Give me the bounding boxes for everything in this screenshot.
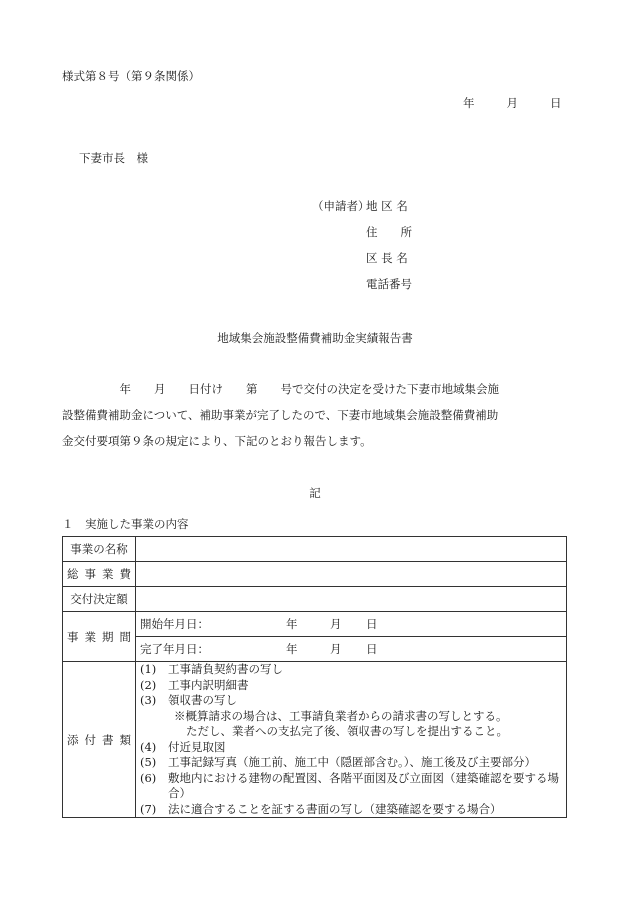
date-day: 日 <box>550 96 562 110</box>
attachment-item: (5) 工事記録写真（施工前、施工中（隠匿部含む。）、施工後及び主要部分） <box>140 755 536 769</box>
attachments-label: 添 付 書 類 <box>63 662 136 818</box>
attachment-item: (7) 法に適合することを証する書面の写し（建築確認を要する場合） <box>140 801 502 816</box>
applicant-field-district: 地 区 名 <box>366 199 408 213</box>
document-title: 地域集会施設整備費補助金実績報告書 <box>217 331 413 345</box>
date-year: 年 <box>463 96 475 110</box>
project-name-value[interactable] <box>136 537 567 562</box>
body-text <box>62 376 567 454</box>
applicant-field-phone: 電話番号 <box>366 277 412 291</box>
end-month: 月 <box>330 642 342 656</box>
total-cost-value[interactable] <box>136 562 567 587</box>
attachment-item: (6) 敷地内における建物の配置図、各階平面図及び立面図（建築確認を要する場合） <box>140 770 559 800</box>
attachments-list <box>136 662 567 818</box>
section-heading: １ 実施した事業の内容 <box>62 517 189 531</box>
attachment-note: ※概算請求の場合は、工事請負業者からの請求書の写しとする。 <box>174 708 508 723</box>
start-day: 日 <box>366 617 378 631</box>
attachment-item: (3) 領収書の写し <box>140 693 237 707</box>
form-number: 様式第８号（第９条関係） <box>62 69 200 83</box>
end-date-label: 完了年月日： <box>140 642 209 656</box>
period-label: 事 業 期 間 <box>63 612 136 662</box>
attachment-item: (4) 付近見取図 <box>140 739 226 754</box>
start-date-row[interactable] <box>136 612 567 637</box>
date-line <box>463 95 562 111</box>
project-name-label: 事業の名称 <box>63 537 136 562</box>
total-cost-label: 総 事 業 費 <box>63 562 136 587</box>
applicant-block <box>312 198 426 302</box>
applicant-field-address: 住 所 <box>366 225 412 239</box>
attachment-item: (1) 工事請負契約書の写し <box>140 662 283 676</box>
start-year: 年 <box>286 617 298 631</box>
grant-amount-label: 交付決定額 <box>63 587 136 612</box>
attachment-item: (2) 工事内訳明細書 <box>140 677 249 692</box>
date-month: 月 <box>506 96 518 110</box>
addressee: 下妻市長 様 <box>79 151 148 165</box>
end-year: 年 <box>286 642 298 656</box>
ki-heading: 記 <box>309 486 321 500</box>
body-line: 年 月 日付け 第 号で交付の決定を受けた下妻市地域集会施 <box>62 382 499 396</box>
end-day: 日 <box>366 642 378 656</box>
start-date-label: 開始年月日： <box>140 617 209 631</box>
applicant-lead: （申請者） <box>312 199 370 213</box>
grant-amount-value[interactable] <box>136 587 567 612</box>
attachment-note: ただし、業者への支払完了後、領収書の写しを提出すること。 <box>186 724 508 738</box>
body-line: 金交付要項第９条の規定により、下記のとおり報告します。 <box>62 434 372 448</box>
end-date-row[interactable] <box>136 637 567 662</box>
project-table <box>62 536 567 818</box>
start-month: 月 <box>330 617 342 631</box>
body-line: 設整備費補助金について、補助事業が完了したので、下妻市地域集会施設整備費補助 <box>62 408 499 422</box>
applicant-field-chief: 区 長 名 <box>366 251 408 265</box>
